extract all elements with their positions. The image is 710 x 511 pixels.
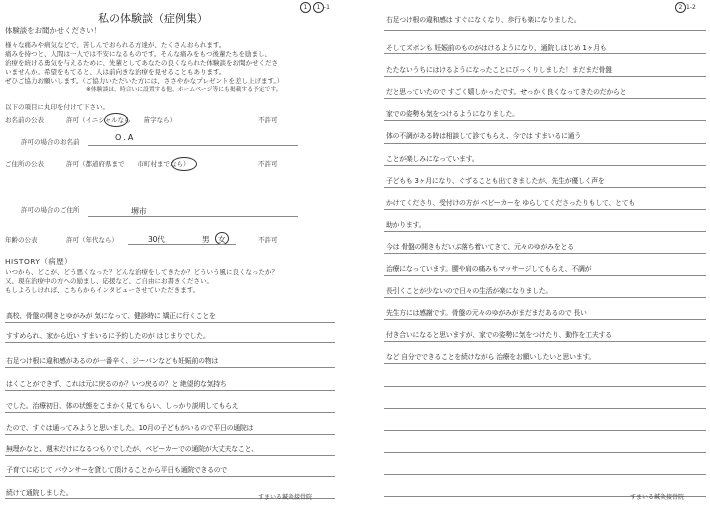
- ruled-line: [384, 187, 706, 188]
- ruled-line: [5, 342, 335, 343]
- ruled-line: [384, 76, 706, 77]
- handwritten-line: でした。治療初日、体の状態をこまかく見てもらい、しっかり説明してもらえ: [6, 402, 239, 410]
- handwritten-line: すすめられ、家から近い すまいるに予約したのが はじまりでした。: [6, 332, 210, 340]
- handwritten-line: たたないうちにはけるようになったことにびっくりしました！まだまだ骨盤: [386, 66, 612, 74]
- gender-male: 男: [202, 235, 210, 244]
- address-publish-options: 許可（都道府県まで 市町村までなら）: [66, 160, 190, 168]
- name-value-label: 許可の場合のお名前: [21, 138, 80, 146]
- history-heading: HISTORY（病歴）: [5, 257, 72, 266]
- intro-line: 治療を続ける勇気を与えるために、先輩としてあなたの良くなられた体験談をお聞かせくださ: [5, 59, 278, 67]
- name-option-circle: [104, 113, 128, 127]
- age-disallow: 不許可: [258, 236, 278, 244]
- ruled-line: [384, 30, 706, 31]
- handwritten-line: はくことができず、これは元に戻るのか？いつ戻るの？と 絶望的な気持ち: [6, 380, 227, 388]
- ruled-line: [384, 120, 706, 121]
- handwritten-line: 長引くことが少ないので日々の生活が楽になりました。: [386, 287, 553, 295]
- handwritten-line: 右足つけ根に違和感があるのが一番辛く、ジーパンなども妊娠前の物は: [6, 357, 219, 365]
- ruled-line: [5, 322, 335, 323]
- handwritten-line: 今は 骨盤の開きもだいぶ落ち着いてきて、元々のゆがみをとる: [386, 243, 574, 251]
- address-value-label: 許可の場合のご住所: [21, 206, 80, 214]
- ruled-line: [384, 253, 706, 254]
- name-publish-label: お名前の公表: [5, 116, 44, 124]
- address-publish-label: ご住所の公表: [5, 160, 44, 168]
- handwritten-line: だと思っていたので すごく嬉しかったです。せっかく良くなってきたのだからと: [386, 88, 627, 96]
- age-publish-options: 許可（年代なら）: [66, 236, 118, 244]
- ruled-line: [384, 231, 706, 232]
- right-page-number: 2 1-2: [675, 2, 696, 13]
- name-disallow: 不許可: [258, 116, 278, 124]
- ruled-line: [384, 319, 706, 320]
- note: ※体験談は、時合いに設置する他、ホームページ等にも掲載する予定です。: [86, 87, 282, 93]
- ruled-line: [5, 476, 335, 477]
- handwritten-line: 高校、骨盤の開きとゆがみが 気になって、健診時に 矯正に行くことを: [6, 312, 216, 320]
- intro-line: ぜひご協力お願いします。（ご協力いただいた方には、ささやかなプレゼントを差し上げます。）: [5, 77, 284, 85]
- ruled-line: [384, 297, 706, 298]
- handwritten-line: 付き合いになると思いますが、家での姿勢に気をつけたり、動作を工夫する: [386, 331, 612, 339]
- history-line: 又、現在治療中の方への励まし、応援など、ご自由にお書きください。: [5, 277, 213, 285]
- ruled-line: [5, 434, 335, 435]
- intro-line: 様々な痛みや病気などで、苦しんでおられる方達が、たくさんおられます。: [5, 41, 226, 49]
- handwritten-line: 先生方には感謝です。骨盤の元々のゆがみがまだまだあるので 長い: [386, 309, 587, 317]
- history-line: もしよろしければ、こちらからインタビューさせていただきます。: [5, 286, 200, 294]
- left-page-number: 1 1 -1: [300, 2, 330, 13]
- ruled-line: [5, 390, 335, 391]
- handwritten-line: 治療になっています。腰や肩の痛みもマッサージしてもらえ、不調が: [386, 265, 592, 273]
- ruled-line: [384, 143, 706, 144]
- clinic-footer: すまいる鍼灸接骨院: [258, 494, 313, 501]
- age-publish-label: 年齢の公表: [5, 236, 38, 244]
- form-instruction: 以下の項目に丸印を付けて下さい。: [5, 103, 109, 111]
- ruled-line: [384, 408, 706, 409]
- handwritten-line: かけてくださり、受付けの方が ベビーカーを ゆらしてくださったりもして、とても: [386, 199, 636, 207]
- ruled-line: [5, 412, 335, 413]
- ruled-line: [384, 165, 706, 166]
- age-value: 30代: [148, 235, 165, 244]
- handwritten-line: など 自分でできることを続けながら 治療をお願いしたいと思います。: [386, 353, 596, 361]
- handwritten-line: 続けて通院しました。: [6, 489, 73, 497]
- divider: [128, 244, 236, 245]
- ruled-line: [384, 386, 706, 387]
- address-disallow: 不許可: [258, 160, 278, 168]
- ruled-line: [384, 53, 706, 54]
- handwritten-line: 子どもも 3ヶ月になり、ぐずることも出てきましたが、先生が優しく声を: [386, 177, 605, 185]
- ruled-line: [384, 341, 706, 342]
- ruled-line: [384, 209, 706, 210]
- handwritten-line: 子育てに応じて バウンサーを貸して頂けることから平日も通院できるので: [6, 466, 228, 474]
- name-value: O . A: [115, 133, 134, 142]
- handwritten-line: そしてズボンも 妊娠前のものがはけるようになり、通院しはじめ 1ヶ月も: [386, 44, 607, 52]
- ruled-line: [384, 98, 706, 99]
- divider: [88, 216, 298, 217]
- divider: [88, 145, 298, 146]
- intro-line: いませんか。希望をもてると、人は前向きな治療を見せることもあります。: [5, 68, 226, 76]
- handwritten-line: ことが楽しみになっています。: [386, 155, 479, 163]
- ruled-line: [384, 474, 706, 475]
- handwritten-line: 家での姿勢も気をつけるようになりました。: [386, 110, 519, 118]
- ruled-line: [384, 363, 706, 364]
- page-title: 私の体験談（症例集）: [98, 12, 208, 25]
- intro-heading: 体験談をお聞かせください！: [5, 26, 102, 35]
- ruled-line: [384, 275, 706, 276]
- handwritten-line: 体の不調がある時は相談して診てもらえ、今では すまいるに通う: [386, 132, 581, 140]
- ruled-line: [5, 367, 335, 368]
- handwritten-line: 右足つけ根の違和感は すぐになくなり、歩行も楽になりました。: [386, 16, 581, 24]
- name-publish-options: 許可（イニシャルなら 苗字なら）: [66, 116, 177, 124]
- handwritten-line: たので、すぐは通ってみようと思いました。10月の子どもがいるので平日の通院は: [6, 424, 254, 432]
- clinic-footer: すまいる鍼灸接骨院: [630, 494, 685, 501]
- handwritten-line: 助かります。: [386, 221, 426, 229]
- history-line: いつから、どこが、どう悪くなった？どんな治療をしてきたか？どういう風に良くなったか？: [5, 268, 278, 276]
- ruled-line: [5, 455, 335, 456]
- ruled-line: [384, 452, 706, 453]
- address-value: 堺市: [131, 207, 147, 216]
- gender-female: 女: [218, 235, 226, 244]
- intro-line: 痛みを持つと、人間は一人では不安になるものです。そんな痛みをもつ後輩たちを励まし、: [5, 50, 271, 58]
- address-option-circle: [171, 157, 197, 171]
- ruled-line: [384, 430, 706, 431]
- handwritten-line: 無理かなと、週末だけになるつもりでしたが、ベビーカーでの通院が大丈夫なこと、: [6, 445, 258, 453]
